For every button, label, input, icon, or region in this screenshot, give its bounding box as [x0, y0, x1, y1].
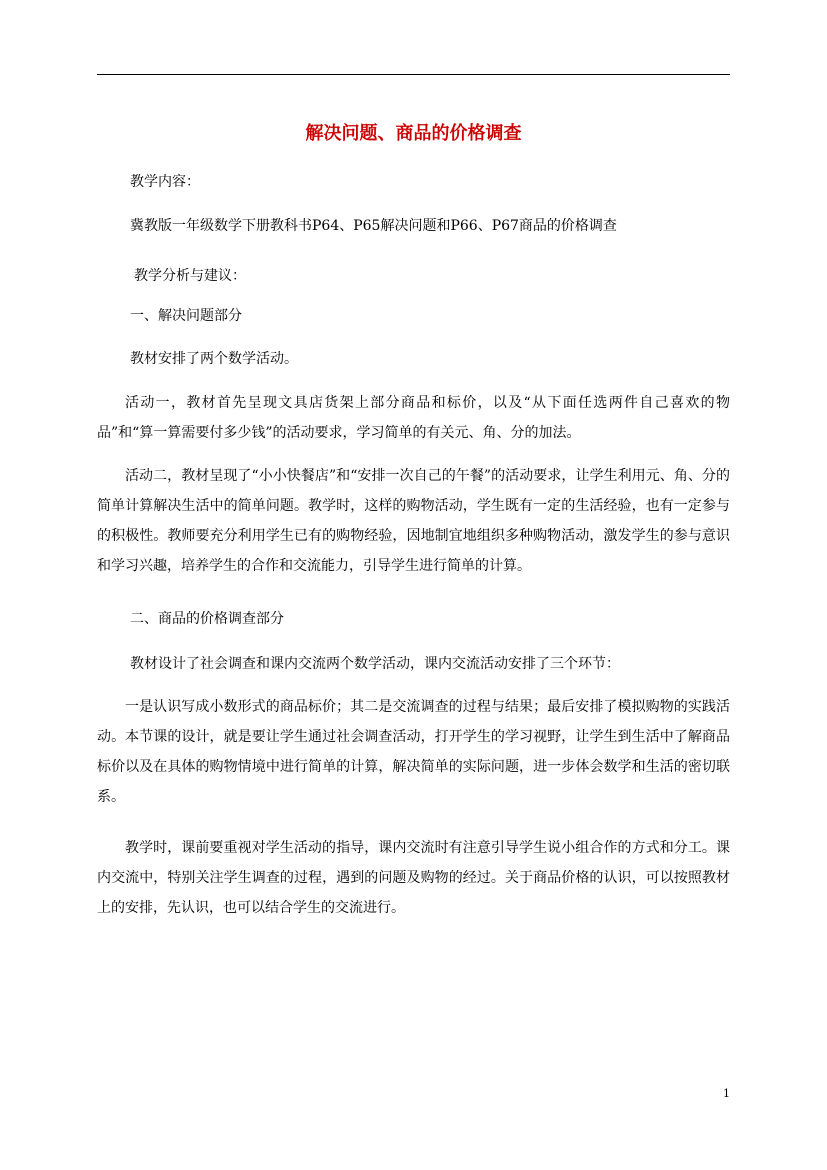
section2-paragraph-1: 一是认识写成小数形式的商品标价；其二是交流调查的过程与结果；最后安排了模拟购物的实践活动。本节课的设计，就是要让学生通过社会调查活动，打开学生的学习视野，让学生到生活中了解商品标价以及在具体的购物情境中进行简单的计算，解决简单的实际问题，进一步体会数学和生活的密切联系。: [97, 699, 730, 805]
analysis-heading: 教学分析与建议：: [134, 268, 246, 284]
section1-heading: 一、解决问题部分: [130, 308, 242, 324]
section2-paragraph-2: 教学时，课前要重视对学生活动的指导，课内交流时有注意引导学生说小组合作的方式和分工。课内交流中，特别关注学生调查的过程，遇到的问题及购物的经过。关于商品价格的认识，可以按照教材上的安排，先认识，也可以结合学生的交流进行。: [97, 840, 730, 916]
document-title: 解决问题、商品的价格调查: [305, 123, 522, 144]
section2-heading: 二、商品的价格调查部分: [130, 611, 284, 627]
section1-intro: 教材安排了两个数学活动。: [130, 351, 298, 367]
section2-intro: 教材设计了社会调查和课内交流两个数学活动，课内交流活动安排了三个环节：: [130, 656, 620, 672]
activity1-paragraph: 活动一，教材首先呈现文具店货架上部分商品和标价，以及“从下面任选两件自己喜欢的物品”和“算一算需要付多少钱”的活动要求，学习简单的有关元、角、分的加法。: [97, 395, 730, 441]
page-number: 1: [723, 1087, 730, 1100]
activity2-paragraph: 活动二，教材呈现了“小小快餐店”和“安排一次自己的午餐”的活动要求，让学生利用元、角、分的简单计算解决生活中的简单问题。教学时，这样的购物活动，学生既有一定的生活经验，也有一定参与的积极性。教师要充分利用学生已有的购物经验，因地制宜地组织多种购物活动，激发学生的参与意识和学习兴趣，培养学生的合作和交流能力，引导学生进行简单的计算。: [97, 468, 730, 574]
teaching-content-text: 冀教版一年级数学下册教科书P64、P65解决问题和P66、P67商品的价格调查: [130, 218, 617, 234]
header-rule: [97, 74, 730, 75]
teaching-content-heading: 教学内容：: [130, 174, 200, 190]
